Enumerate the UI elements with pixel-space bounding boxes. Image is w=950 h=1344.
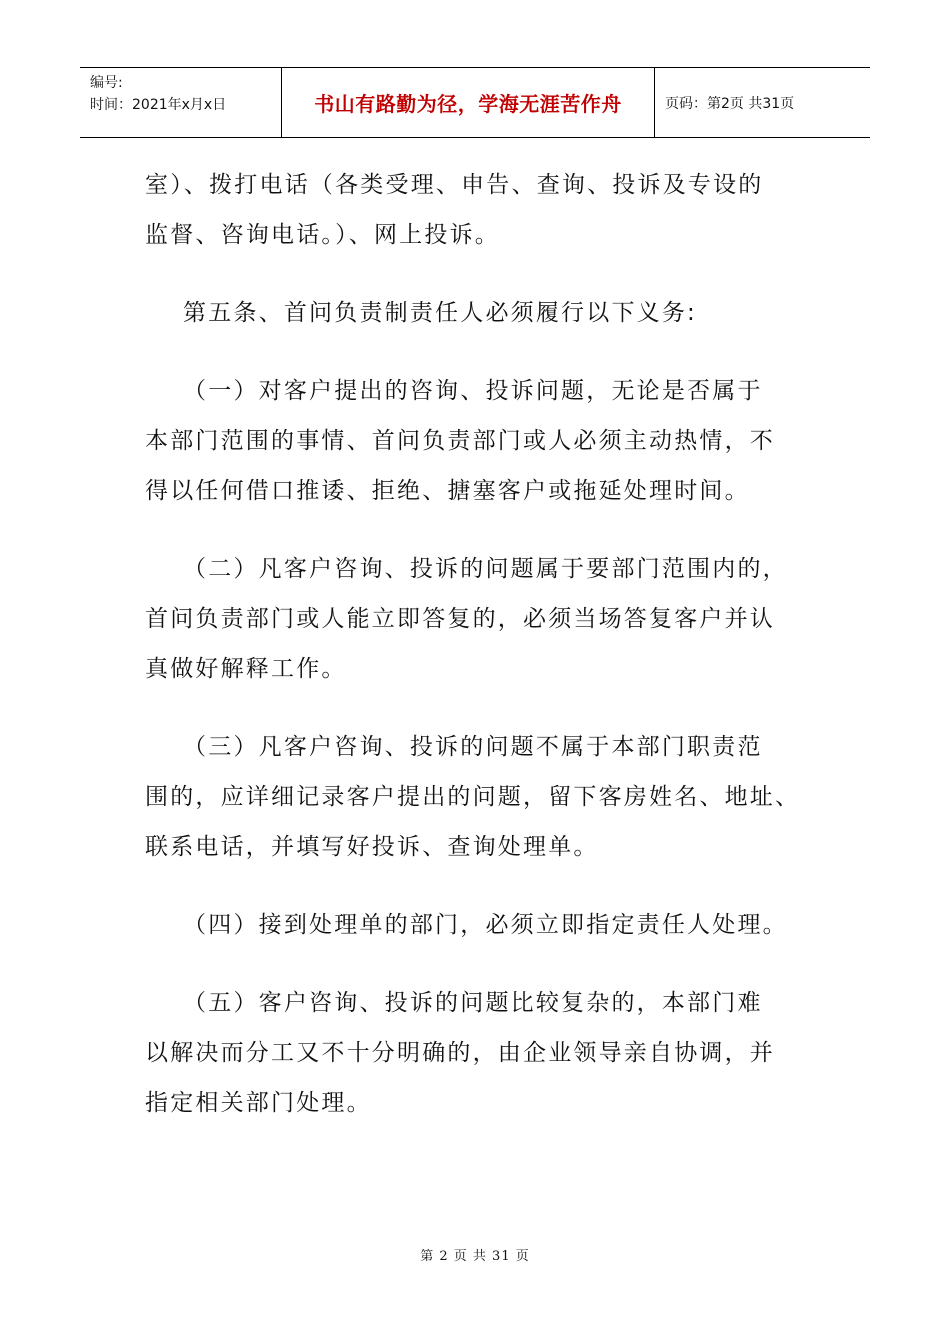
paragraph: （二）凡客户咨询、投诉的问题属于要部门范围内的， 首问负责部门或人能立即答复的，必须当场答复客户并认 真做好解释工作。 — [145, 556, 788, 682]
header-meta — [80, 68, 282, 137]
time-label: 时间：2021年x月x日 — [90, 97, 227, 113]
number-label: 编号: — [90, 75, 123, 91]
header-motto: 书山有路勤为径，学海无涯苦作舟 — [282, 68, 655, 137]
paragraph: （三）凡客户咨询、投诉的问题不属于本部门职责范 围的，应详细记录客户提出的问题，留下客房姓名、地址、 联系电话，并填写好投诉、查询处理单。 — [145, 734, 801, 860]
header-page-info: 页码：第2页 共31页 — [665, 95, 795, 112]
paragraph: （一）对客户提出的咨询、投诉问题，无论是否属于 本部门范围的事情、首问负责部门或人必须主动热情，不 得以任何借口推诿、拒绝、搪塞客户或拖延处理时间。 — [145, 378, 775, 504]
paragraph: 室）、拨打电话（各类受理、申告、查询、投诉及专设的 监督、咨询电话。）、网上投诉。 — [145, 172, 764, 248]
paragraph: 第五条、首问负责制责任人必须履行以下义务: — [145, 300, 697, 326]
page-footer: 第 2 页 共 31 页 — [420, 1249, 530, 1264]
document-body — [145, 160, 805, 1156]
document-header — [80, 67, 870, 138]
paragraph: （四）接到处理单的部门，必须立即指定责任人处理。 — [145, 912, 788, 938]
paragraph: （五）客户咨询、投诉的问题比较复杂的，本部门难 以解决而分工又不十分明确的，由企业领导亲自协调，并 指定相关部门处理。 — [145, 990, 775, 1116]
